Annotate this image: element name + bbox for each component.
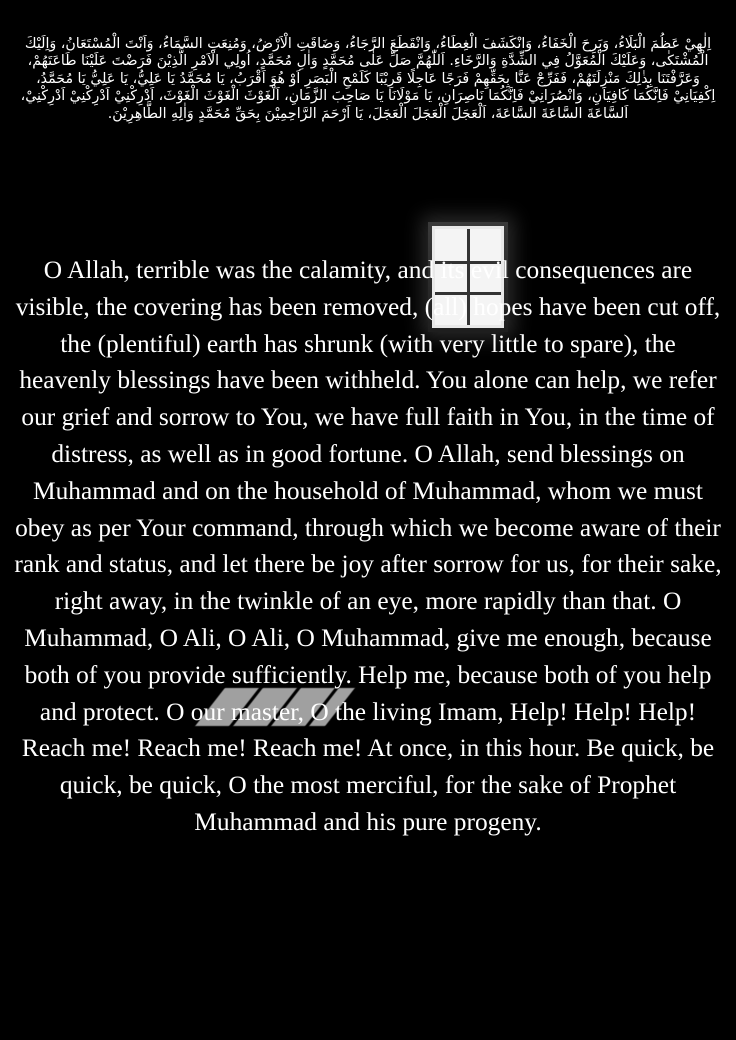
english-translation-text: O Allah, terrible was the calamity, and its evil consequences are visible, the covering has been removed, (all) hopes have been cut off, the (plentiful) earth has shrunk (with very little to spare), the heavenly blessings have been withheld. You alone can help, we refer our grief and sorrow to You, we have full faith in You, in the time of distress, as well as in good fortune. O Allah, send blessings on Muhammad and on the household of Muhammad, whom we must obey as per Your command, through which we become aware of their rank and status, and let there be joy after sorrow for us, for their sake, right away, in the twinkle of an eye, more rapidly than that. O Muhammad, O Ali, O Ali, O Muhammad, give me enough, because both of you provide sufficiently. Help me, because both of you help and protect. O our master, O the living Imam, Help! Help! Help! Reach me! Reach me! Reach me! At once, in this hour. Be quick, be quick, be quick, O the most merciful, for the sake of Prophet Muhammad and his pure progeny. [14, 256, 722, 836]
arabic-prayer-text: اِلٰهِيْ عَظُمَ الْبَلَاءُ، وَبَرِحَ الْخَفَاءُ، وَانْكَشَفَ الْغِطَاءُ، وَانْقَطَعَ الرَّجَاءُ، وَضَاقَتِ الْاَرْضُ، وَمُنِعَتِ السَّمَاءُ، وَاَنْتَ الْمُسْتَعَانُ، وَاِلَيْكَ الْمُشْتَكٰى، وَعَلَيْكَ الْمُعَوَّلُ فِي الشِّدَّةِ وَالرَّخَاءِ. اَللّٰهُمَّ صَلِّ عَلٰى مُحَمَّدٍ وَاٰلِ مُحَمَّدٍ، اُولِي الْاَمْرِ الَّذِيْنَ فَرَضْتَ عَلَيْنَا طَاعَتَهُمْ، وَعَرَّفْتَنَا بِذٰلِكَ مَنْزِلَتَهُمْ، فَفَرِّجْ عَنَّا بِحَقِّهِمْ فَرَجًا عَاجِلًا قَرِيْبًا كَلَمْحِ الْبَصَرِ اَوْ هُوَ اَقْرَبُ، يَا مُحَمَّدُ يَا عَلِيُّ، يَا عَلِيُّ يَا مُحَمَّدُ، اِكْفِيَانِيْ فَاِنَّكُمَا كَافِيَانِ، وَانْصُرَانِيْ فَاِنَّكُمَا نَاصِرَانِ، يَا مَوْلَانَا يَا صَاحِبَ الزَّمَانِ، اَلْغَوْثَ الْغَوْثَ الْغَوْثَ، اَدْرِكْنِيْ اَدْرِكْنِيْ اَدْرِكْنِيْ، اَلسَّاعَةَ السَّاعَةَ السَّاعَةَ، اَلْعَجَلَ الْعَجَلَ الْعَجَلَ، يَا اَرْحَمَ الرَّاحِمِيْنَ بِحَقِّ مُحَمَّدٍ وَاٰلِهِ الطَّاهِرِيْنَ. [20, 36, 716, 122]
